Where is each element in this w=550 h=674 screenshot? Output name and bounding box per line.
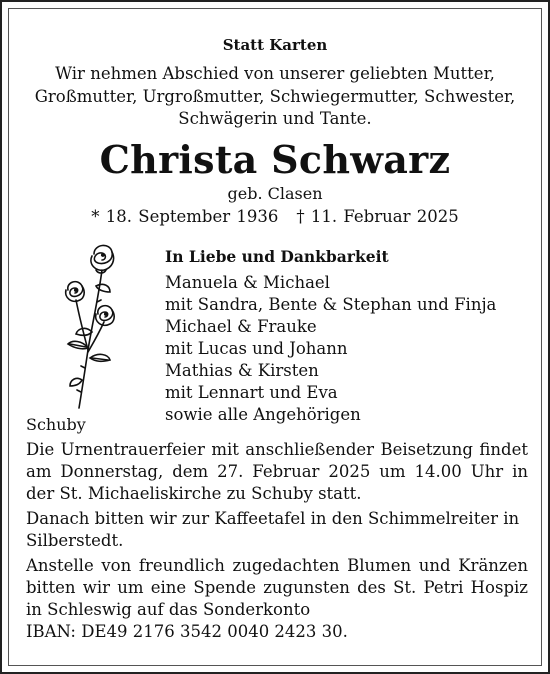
mourners-heading: In Liebe und Dankbarkeit xyxy=(165,247,389,266)
intro-text xyxy=(2,63,548,131)
mourner-line: Mathias & Kirsten xyxy=(165,361,319,380)
intro-line: Großmutter, Urgroßmutter, Schwiegermutter, Schwester, xyxy=(34,86,516,106)
mourner-line: mit Lucas und Johann xyxy=(165,339,348,358)
intro-line: Schwägerin und Tante. xyxy=(178,109,372,128)
coffee-paragraph: Danach bitten wir zur Kaffeetafel in den Schimmelreiter in Silberstedt. xyxy=(26,509,520,550)
iban-line: IBAN: DE49 2176 3542 0040 2423 30. xyxy=(26,622,348,641)
place-name: Schuby xyxy=(26,415,86,434)
mourner-line: Michael & Frauke xyxy=(165,317,317,336)
deceased-name: Christa Schwarz xyxy=(99,137,451,182)
birth-date: * 18. September 1936 xyxy=(91,207,279,226)
rose-icon xyxy=(52,240,142,410)
birth-name: geb. Clasen xyxy=(227,184,323,203)
mourner-line: mit Sandra, Bente & Stephan und Finja xyxy=(165,295,497,314)
death-date: † 11. Februar 2025 xyxy=(296,207,459,226)
intro-line: Wir nehmen Abschied von unserer geliebten Mutter, xyxy=(55,64,495,83)
donation-paragraph: Anstelle von freundlich zugedachten Blumen und Kränzen bitten wir um eine Spende zugunsten des St. Petri Hospiz in Schleswig auf das Sonderkonto xyxy=(26,556,528,619)
mourner-line: Manuela & Michael xyxy=(165,273,330,292)
mourners-block xyxy=(165,247,496,426)
mourner-line: mit Lennart und Eva xyxy=(165,383,338,402)
statt-karten: Statt Karten xyxy=(222,36,328,54)
announcement-body xyxy=(26,439,528,646)
mourner-line: sowie alle Angehörigen xyxy=(165,405,361,424)
ceremony-paragraph: Die Urnentrauerfeier mit anschließender Beisetzung findet am Donnerstag, dem 27. Februar 2025 um 14.00 Uhr in der St. Michaeliskirche zu Schuby statt. xyxy=(26,440,528,503)
life-dates xyxy=(2,207,548,226)
